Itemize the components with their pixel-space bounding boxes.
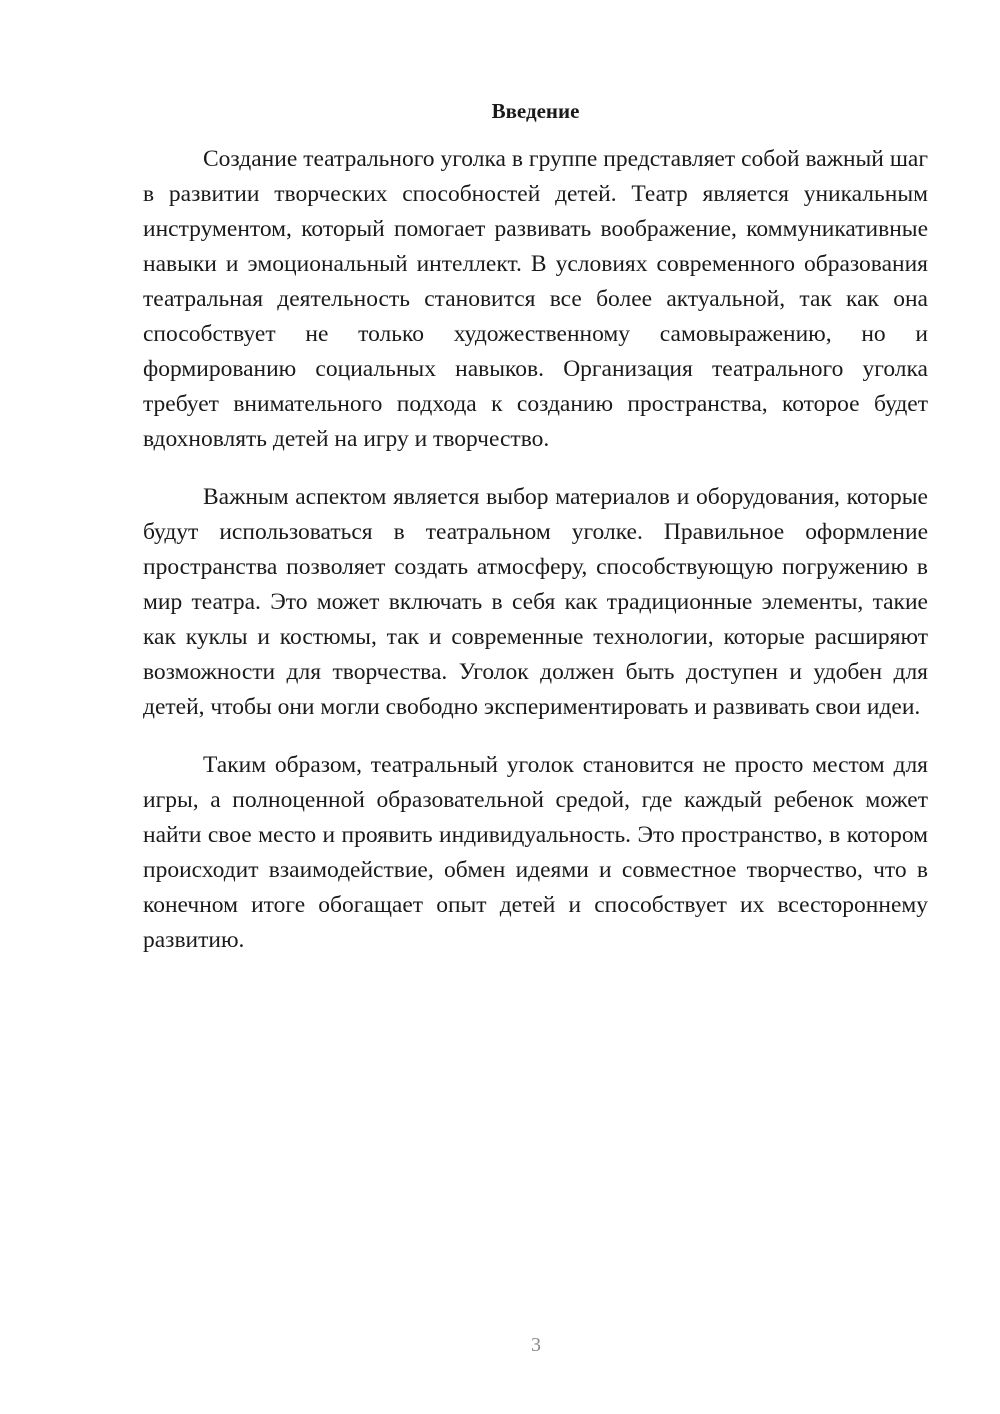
paragraph-1: Создание театрального уголка в группе представляет собой важный шаг в развитии творческих способностей детей. Театр является уникальным инструментом, который помогает развивать воображение, коммуникативные навыки и эмоциональный интеллект. В условиях современного образования театральная деятельность становится все более актуальной, так как она способствует не только художественному самовыражению, но и формированию социальных навыков. Организация театрального уголка требует внимательного подхода к созданию пространства, которое будет вдохновлять детей на игру и творчество. <box>143 146 928 452</box>
paragraph-2: Важным аспектом является выбор материалов и оборудования, которые будут использоваться в театральном уголке. Правильное оформление пространства позволяет создать атмосферу, способствующую погружению в мир театра. Это может включать в себя как традиционные элементы, такие как куклы и костюмы, так и современные технологии, которые расширяют возможности для творчества. Уголок должен быть доступен и удобен для детей, чтобы они могли свободно экспериментировать и развивать свои идеи. <box>143 484 928 720</box>
paragraph-3: Таким образом, театральный уголок становится не просто местом для игры, а полноценной образовательной средой, где каждый ребенок может найти свое место и проявить индивидуальность. Это пространство, в котором происходит взаимодействие, обмен идеями и совместное творчество, что в конечном итоге обогащает опыт детей и способствует их всестороннему развитию. <box>143 752 928 953</box>
page-number: 3 <box>531 1334 541 1356</box>
section-heading: Введение <box>491 99 580 123</box>
document-body <box>143 142 928 981</box>
